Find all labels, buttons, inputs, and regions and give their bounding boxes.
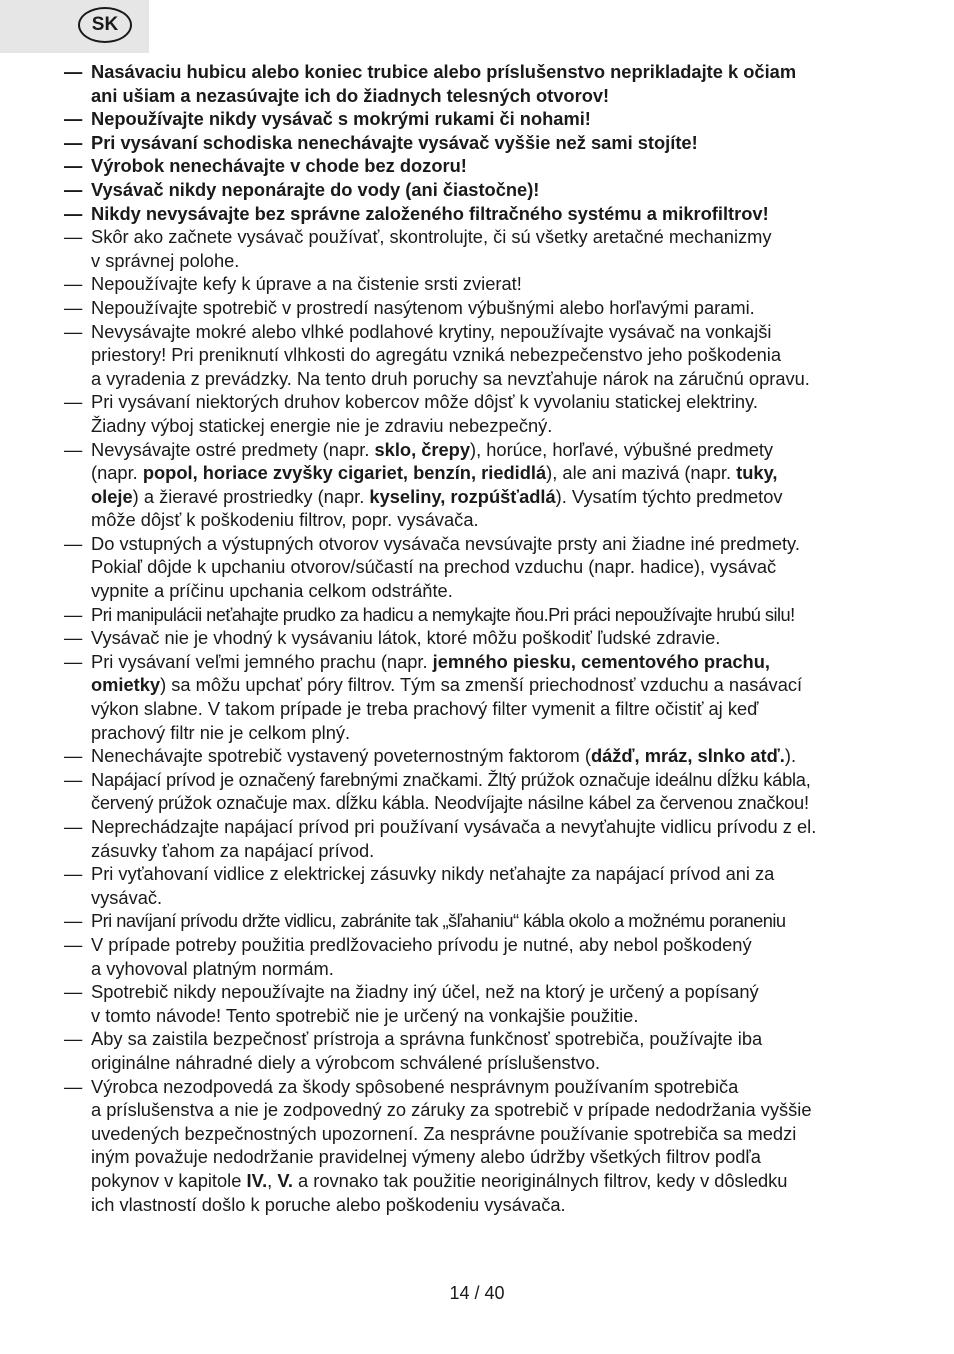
- text-segment: (napr.: [91, 462, 143, 484]
- text-line: [91, 60, 912, 84]
- list-dash: —: [64, 296, 83, 318]
- text-line: [91, 438, 912, 462]
- text-segment: môže dôjsť k poškodeniu filtrov, popr. vysávača.: [91, 509, 479, 531]
- text-segment: v správnej polohe.: [91, 249, 240, 271]
- list-dash: —: [64, 745, 83, 767]
- list-dash: —: [64, 1075, 83, 1097]
- bold-text: IV.: [246, 1169, 268, 1191]
- text-line: [91, 626, 912, 650]
- bold-text: oleje: [91, 485, 133, 507]
- list-item: [64, 60, 912, 107]
- list-item: [64, 768, 912, 815]
- list-item: [64, 225, 912, 272]
- text-segment: Pokiaľ dôjde k upchaniu otvorov/súčastí na prechod vzduchu (napr. hadice), vysávač: [91, 556, 777, 578]
- page-number: 14 / 40: [449, 1283, 505, 1303]
- list-dash: —: [64, 438, 83, 460]
- list-dash: —: [64, 863, 83, 885]
- list-item: [64, 390, 912, 437]
- list-dash: —: [64, 603, 82, 625]
- text-segment: pokynov v kapitole: [91, 1169, 247, 1191]
- text-line: [91, 957, 912, 981]
- list-item: [64, 296, 912, 320]
- text-segment: vysávač.: [91, 886, 163, 908]
- text-line: [91, 107, 912, 131]
- text-line: [91, 84, 912, 108]
- list-item: [64, 532, 912, 603]
- list-dash: —: [64, 933, 83, 955]
- text-line: [91, 1098, 912, 1122]
- text-segment: Nepoužívajte nikdy vysávač s mokrými rukami či nohami!: [91, 108, 591, 130]
- text-line: [91, 154, 912, 178]
- list-dash: —: [64, 226, 83, 248]
- text-segment: ).: [784, 745, 797, 767]
- bold-text: tuky,: [736, 462, 778, 484]
- text-line: [91, 272, 912, 296]
- text-line: [91, 1122, 912, 1146]
- text-line: [91, 650, 912, 674]
- text-segment: Výrobca nezodpovedá za škody spôsobené nesprávnym používaním spotrebiča: [91, 1075, 739, 1097]
- text-line: [91, 886, 912, 910]
- text-segment: Výrobok nenechávajte v chode bez dozoru!: [91, 155, 467, 177]
- text-line: [91, 296, 912, 320]
- text-line: [91, 178, 912, 202]
- text-line: [91, 744, 912, 768]
- bold-text: omietky: [91, 674, 161, 696]
- text-segment: Do vstupných a výstupných otvorov vysávača nevsúvajte prsty ani žiadne iné predmety.: [91, 532, 800, 554]
- language-tab: [0, 0, 149, 53]
- text-line: [91, 320, 912, 344]
- text-segment: a vyradenia z prevádzky. Na tento druh poruchy sa nevzťahuje nárok na záručnú opravu.: [91, 367, 810, 389]
- text-line: [91, 1169, 912, 1193]
- text-line: [91, 414, 912, 438]
- list-item: [64, 933, 912, 980]
- list-item: [64, 603, 912, 627]
- text-line: [91, 839, 912, 863]
- list-item: [64, 107, 912, 131]
- text-line: [91, 1027, 912, 1051]
- text-segment: prachový filtr nie je celkom plný.: [91, 721, 351, 743]
- text-line: [91, 603, 912, 627]
- text-segment: a vyhovoval platným normám.: [91, 957, 334, 979]
- text-line: [91, 1075, 912, 1099]
- text-segment: Pri vyťahovaní vidlice z elektrickej zásuvky nikdy neťahajte za napájací prívod ani za: [91, 863, 775, 885]
- text-segment: Nepoužívajte spotrebič v prostredí nasýtenom výbušnými alebo horľavými parami.: [91, 296, 755, 318]
- list-item: [64, 272, 912, 296]
- safety-instructions-list: [64, 60, 912, 1216]
- list-dash: —: [64, 981, 83, 1003]
- list-item: [64, 744, 912, 768]
- text-line: [91, 980, 912, 1004]
- text-segment: V prípade potreby použitia predlžovacieho prívodu je nutné, aby nebol poškodený: [91, 933, 752, 955]
- text-line: [91, 390, 912, 414]
- text-line: [91, 343, 912, 367]
- text-segment: Vysávač nie je vhodný k vysávaniu látok, ktoré môžu poškodiť ľudské zdravie.: [91, 627, 721, 649]
- text-line: [91, 721, 912, 745]
- text-segment: a rovnako tak použitie neoriginálnych filtrov, kedy v dôsledku: [292, 1169, 788, 1191]
- list-item: [64, 909, 912, 933]
- text-segment: ), horúce, horľavé, výbušné predmety: [470, 438, 774, 460]
- list-dash: —: [64, 273, 83, 295]
- text-line: [91, 1145, 912, 1169]
- text-segment: Nepoužívajte kefy k úprave a na čistenie srsti zvierat!: [91, 273, 522, 295]
- list-dash: —: [64, 650, 83, 672]
- text-line: [91, 225, 912, 249]
- bold-text: sklo, črepy: [374, 438, 471, 460]
- list-item: [64, 178, 912, 202]
- list-dash: —: [64, 627, 83, 649]
- text-line: [91, 768, 912, 792]
- bold-text: jemného piesku, cementového prachu,: [432, 650, 770, 672]
- text-segment: uvedených bezpečnostných upozornení. Za nesprávne používanie spotrebiča sa medzi: [91, 1122, 797, 1144]
- text-segment: ich vlastností došlo k poruche alebo poškodeniu vysávača.: [91, 1193, 566, 1215]
- list-item: [64, 320, 912, 391]
- list-item: [64, 438, 912, 532]
- text-line: [91, 131, 912, 155]
- list-item: [64, 1075, 912, 1217]
- bold-text: V.: [277, 1169, 293, 1191]
- text-line: [91, 532, 912, 556]
- text-segment: Nevysávajte ostré predmety (napr.: [91, 438, 375, 460]
- text-line: [91, 862, 912, 886]
- list-item: [64, 202, 912, 226]
- list-item: [64, 862, 912, 909]
- text-segment: Nasávaciu hubicu alebo koniec trubice alebo príslušenstvo neprikladajte k očiam: [91, 61, 797, 82]
- text-segment: ). Vysatím týchto predmetov: [555, 485, 783, 507]
- text-segment: ani ušiam a nezasúvajte ich do žiadnych telesných otvorov!: [91, 84, 610, 106]
- text-segment: ), ale ani mazivá (napr.: [546, 462, 737, 484]
- list-dash: —: [64, 155, 83, 177]
- text-segment: a príslušenstva a nie je zodpovedný zo záruky za spotrebič v prípade nedodržania vyššie: [91, 1099, 812, 1121]
- text-line: [91, 791, 912, 815]
- language-badge: SK: [78, 7, 132, 43]
- text-segment: ,: [267, 1169, 278, 1191]
- text-line: [91, 933, 912, 957]
- text-segment: vypnite a príčinu upchania celkom odstráňte.: [91, 580, 453, 602]
- text-segment: Nevysávajte mokré alebo vlhké podlahové krytiny, nepoužívajte vysávač na vonkajši: [91, 320, 772, 342]
- text-segment: Aby sa zaistila bezpečnosť prístroja a správna funkčnosť spotrebiča, používajte iba: [91, 1028, 763, 1050]
- text-segment: červený prúžok označuje max. dĺžku kábla. Neodvíjajte násilne kábel za červenou značkou!: [91, 792, 809, 814]
- list-dash: —: [64, 178, 83, 200]
- list-item: [64, 980, 912, 1027]
- list-item: [64, 626, 912, 650]
- text-line: [91, 485, 912, 509]
- text-segment: Vysávač nikdy neponárajte do vody (ani čiastočne)!: [91, 178, 540, 200]
- text-line: [91, 555, 912, 579]
- list-dash: —: [64, 391, 83, 413]
- list-dash: —: [64, 816, 83, 837]
- text-segment: Neprechádzajte napájací prívod pri používaní vysávača a nevyťahujte vidlicu prívodu z el.: [91, 816, 817, 837]
- bold-text: dážď, mráz, slnko atď.: [590, 745, 785, 767]
- text-segment: v tomto návode! Tento spotrebič nie je určený na vonkajšie použitie.: [91, 1004, 639, 1026]
- bold-text: popol, horiace zvyšky cigariet, benzín, riedidlá: [142, 462, 547, 484]
- text-segment: výkon slabne. V takom prípade je treba prachový filter vymenit a filtre očistiť aj keď: [91, 698, 759, 720]
- list-dash: —: [64, 108, 83, 130]
- text-segment: Pri navíjaní prívodu držte vidlicu, zabránite tak „šľahaniu“ kábla okolo a možnému poraneniu: [91, 910, 786, 932]
- text-segment: Skôr ako začnete vysávač používať, skontrolujte, či sú všetky aretačné mechanizmy: [91, 226, 772, 248]
- text-segment: priestory! Pri preniknutí vlhkosti do agregátu vzniká nebezpečenstvo jeho poškodenia: [91, 344, 782, 366]
- list-item: [64, 1027, 912, 1074]
- text-line: [91, 697, 912, 721]
- text-segment: ) sa môžu upchať póry filtrov. Tým sa zmenší priechodnosť vzduchu a nasávací: [160, 674, 803, 696]
- text-line: [91, 461, 912, 485]
- list-item: [64, 815, 912, 862]
- list-dash: —: [64, 532, 83, 554]
- text-line: [91, 202, 912, 226]
- text-segment: Žiadny výboj statickej energie nie je zdraviu nebezpečný.: [91, 414, 553, 436]
- bold-text: kyseliny, rozpúšťadlá: [369, 485, 556, 507]
- text-segment: originálne náhradné diely a výrobcom schválené príslušenstvo.: [91, 1051, 601, 1073]
- text-line: [91, 1051, 912, 1075]
- list-dash: —: [64, 910, 82, 932]
- list-item: [64, 650, 912, 744]
- text-segment: Pri vysávaní veľmi jemného prachu (napr.: [91, 650, 433, 672]
- text-segment: Pri vysávaní schodiska nenechávajte vysávač vyššie než sami stojíte!: [91, 131, 698, 153]
- text-segment: Nenechávajte spotrebič vystavený poveternostným faktorom (: [91, 745, 591, 767]
- text-line: [91, 673, 912, 697]
- list-dash: —: [64, 131, 83, 153]
- text-line: [91, 909, 912, 933]
- list-dash: —: [64, 61, 83, 82]
- text-line: [91, 367, 912, 391]
- text-segment: Pri vysávaní niektorých druhov kobercov môže dôjsť k vyvolaniu statickej elektriny.: [91, 391, 758, 413]
- list-dash: —: [64, 320, 83, 342]
- text-segment: Spotrebič nikdy nepoužívajte na žiadny iný účel, než na ktorý je určený a popísaný: [91, 981, 759, 1003]
- text-line: [91, 249, 912, 273]
- text-line: [91, 579, 912, 603]
- text-line: [91, 1004, 912, 1028]
- list-item: [64, 154, 912, 178]
- text-segment: ) a žieravé prostriedky (napr.: [132, 485, 370, 507]
- text-line: [91, 508, 912, 532]
- list-item: [64, 131, 912, 155]
- text-segment: Pri manipulácii neťahajte prudko za hadicu a nemykajte ňou.Pri práci nepoužívajte hrubú silu!: [91, 603, 795, 625]
- text-segment: zásuvky ťahom za napájací prívod.: [91, 839, 375, 861]
- list-dash: —: [64, 1028, 83, 1050]
- text-segment: Nikdy nevysávajte bez správne založeného filtračného systému a mikrofiltrov!: [91, 202, 769, 224]
- text-segment: iným považuje nedodržanie pravidelnej výmeny alebo údržby všetkých filtrov podľa: [91, 1146, 761, 1168]
- text-segment: Napájací prívod je označený farebnými značkami. Žltý prúžok označuje ideálnu dĺžku kábla,: [91, 768, 811, 790]
- text-line: [91, 1193, 912, 1217]
- list-dash: —: [64, 768, 83, 790]
- text-line: [91, 815, 912, 839]
- list-dash: —: [64, 202, 83, 224]
